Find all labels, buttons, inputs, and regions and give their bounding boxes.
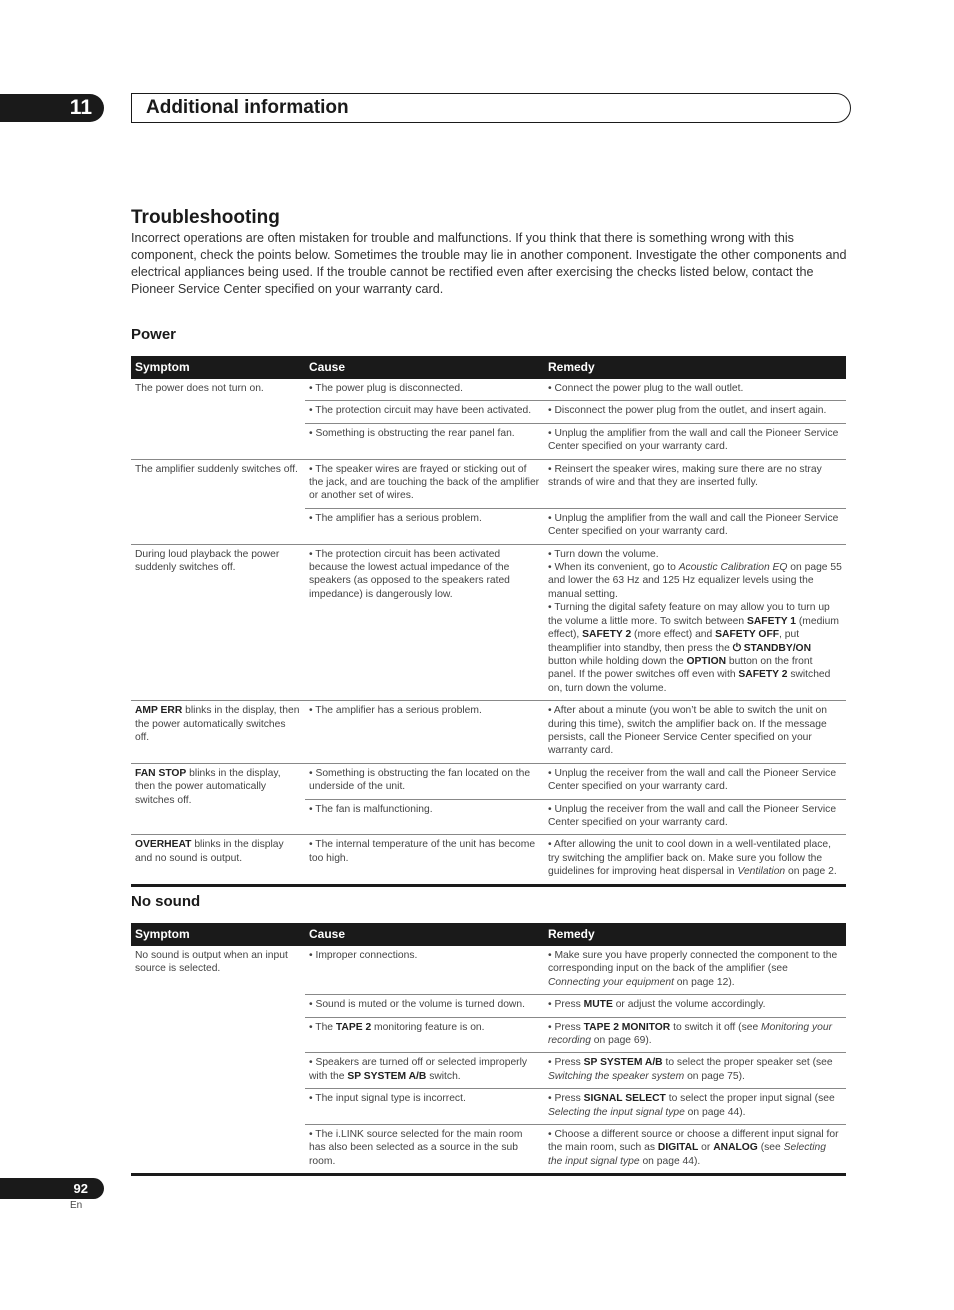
- col-header-symptom: Symptom: [131, 356, 305, 379]
- remedy-cell: • Disconnect the power plug from the outlet, and insert again.: [544, 401, 846, 423]
- intro-paragraph: Incorrect operations are often mistaken for trouble and malfunctions. If you think that there is something wrong with this component, check the points below. Sometimes the trouble may lie in another component. Investigate the other components and electrical appliances being used. If the trouble cannot be rectified even after exercising the checks listed below, contact the Pioneer Service Center specified on your warranty card.: [131, 231, 847, 296]
- cause-cell: • The fan is malfunctioning.: [305, 799, 544, 835]
- nosound-table: [131, 923, 846, 1176]
- remedy-cell: • Choose a different source or choose a different input signal for the main room, such as DIGITAL or ANALOG (see Selecting the input signal type on page 44).: [548, 1129, 839, 1167]
- chapter-number-tab: 11: [0, 94, 104, 122]
- cause-cell: • The protection circuit may have been activated.: [305, 401, 544, 423]
- page-number: 92: [0, 1178, 104, 1199]
- symptom-cell: During loud playback the power suddenly switches off.: [131, 544, 305, 700]
- remedy-cell: • Unplug the receiver from the wall and call the Pioneer Service Center specified on your warranty card.: [544, 799, 846, 835]
- section-title: Troubleshooting: [131, 207, 280, 228]
- cause-cell: • The input signal type is incorrect.: [305, 1089, 544, 1125]
- cause-cell: • The power plug is disconnected.: [305, 379, 544, 401]
- col-header-cause: Cause: [305, 356, 544, 379]
- page-language: En: [70, 1200, 83, 1211]
- col-header-remedy: Remedy: [544, 923, 846, 946]
- symptom-cell: OVERHEAT blinks in the display and no sound is output.: [135, 839, 284, 864]
- remedy-cell: • Press MUTE or adjust the volume accordingly.: [544, 995, 846, 1017]
- symptom-cell: The amplifier suddenly switches off.: [131, 459, 305, 544]
- power-table: [131, 356, 846, 887]
- cause-cell: • Improper connections.: [305, 946, 544, 995]
- remedy-cell: • Turn down the volume. • When its convenient, go to Acoustic Calibration EQ on page 55 and lower the 63 Hz and 125 Hz equalizer levels using the manual setting. • Turning the digital safety feature on may allow you to turn up the volume a little more. To switch between SAFETY 1 (medium effect), SAFETY 2 (more effect) and SAFETY OFF, put theamplifier into standby, then press the ⏻ STANDBY/ON button while holding down the OPTION button on the front panel. If the power switches off even with SAFETY 2 switched on, turn down the volume.: [544, 544, 846, 700]
- table-row: [131, 835, 846, 885]
- cause-cell: • Something is obstructing the rear panel fan.: [305, 423, 544, 459]
- table-row: [131, 763, 846, 799]
- table-row: [131, 544, 846, 700]
- remedy-cell: • Make sure you have properly connected the component to the corresponding input on the back of the amplifier (see Connecting your equipment on page 12).: [544, 946, 846, 995]
- col-header-symptom: Symptom: [131, 923, 305, 946]
- remedy-cell: • Press SIGNAL SELECT to select the proper input signal (see Selecting the input signal type on page 44).: [544, 1089, 846, 1125]
- remedy-cell: • Press TAPE 2 MONITOR to switch it off (see Monitoring your recording on page 69).: [544, 1017, 846, 1053]
- cause-cell: • The amplifier has a serious problem.: [305, 701, 544, 764]
- remedy-cell: • Unplug the amplifier from the wall and call the Pioneer Service Center specified on your warranty card.: [544, 423, 846, 459]
- cause-cell: • The amplifier has a serious problem.: [305, 508, 544, 544]
- table-row: [131, 379, 846, 401]
- cause-cell: • The internal temperature of the unit has become too high.: [309, 839, 536, 864]
- cause-cell: • The TAPE 2 monitoring feature is on.: [305, 1017, 544, 1053]
- symptom-cell: No sound is output when an input source is selected.: [135, 950, 288, 975]
- cause-cell: • The protection circuit has been activated because the lowest actual impedance of the speakers (as opposed to the speakers rated impedance) is dangerously low.: [305, 544, 544, 700]
- remedy-cell: • After about a minute (you won’t be able to switch the unit on during this time), switch the amplifier back on. If the message persists, call the Pioneer Service Center specified on your warranty card.: [544, 701, 846, 764]
- cause-cell: • The speaker wires are frayed or sticking out of the jack, and are touching the back of the amplifier or another set of wires.: [305, 459, 544, 508]
- cause-cell: • The i.LINK source selected for the main room has also been selected as a source in the sub room.: [309, 1129, 523, 1167]
- remedy-cell: • Unplug the receiver from the wall and call the Pioneer Service Center specified on your warranty card.: [544, 763, 846, 799]
- cause-cell: • Something is obstructing the fan located on the underside of the unit.: [305, 763, 544, 799]
- nosound-heading: No sound: [131, 893, 201, 910]
- power-heading: Power: [131, 326, 177, 343]
- symptom-cell: AMP ERR blinks in the display, then the power automatically switches off.: [131, 701, 305, 764]
- remedy-cell: • Unplug the amplifier from the wall and call the Pioneer Service Center specified on your warranty card.: [544, 508, 846, 544]
- remedy-cell: • Connect the power plug to the wall outlet.: [544, 379, 846, 401]
- remedy-cell: • Press SP SYSTEM A/B to select the proper speaker set (see Switching the speaker system on page 75).: [544, 1053, 846, 1089]
- table-row: [131, 701, 846, 764]
- remedy-cell: • Reinsert the speaker wires, making sure there are no stray strands of wire and that they are inserted fully.: [544, 459, 846, 508]
- table-row: [131, 946, 846, 995]
- col-header-remedy: Remedy: [544, 356, 846, 379]
- cause-cell: • Sound is muted or the volume is turned down.: [305, 995, 544, 1017]
- remedy-cell: • After allowing the unit to cool down in a well-ventilated place, try switching the amplifier back on. Make sure you follow the guidelines for improving heat dispersal in Ventilation on page 2.: [548, 839, 837, 878]
- chapter-title: Additional information: [131, 93, 851, 123]
- symptom-cell: FAN STOP blinks in the display, then the power automatically switches off.: [131, 763, 305, 835]
- table-row: [131, 459, 846, 508]
- cause-cell: • Speakers are turned off or selected improperly with the SP SYSTEM A/B switch.: [305, 1053, 544, 1089]
- col-header-cause: Cause: [305, 923, 544, 946]
- symptom-cell: The power does not turn on.: [131, 379, 305, 459]
